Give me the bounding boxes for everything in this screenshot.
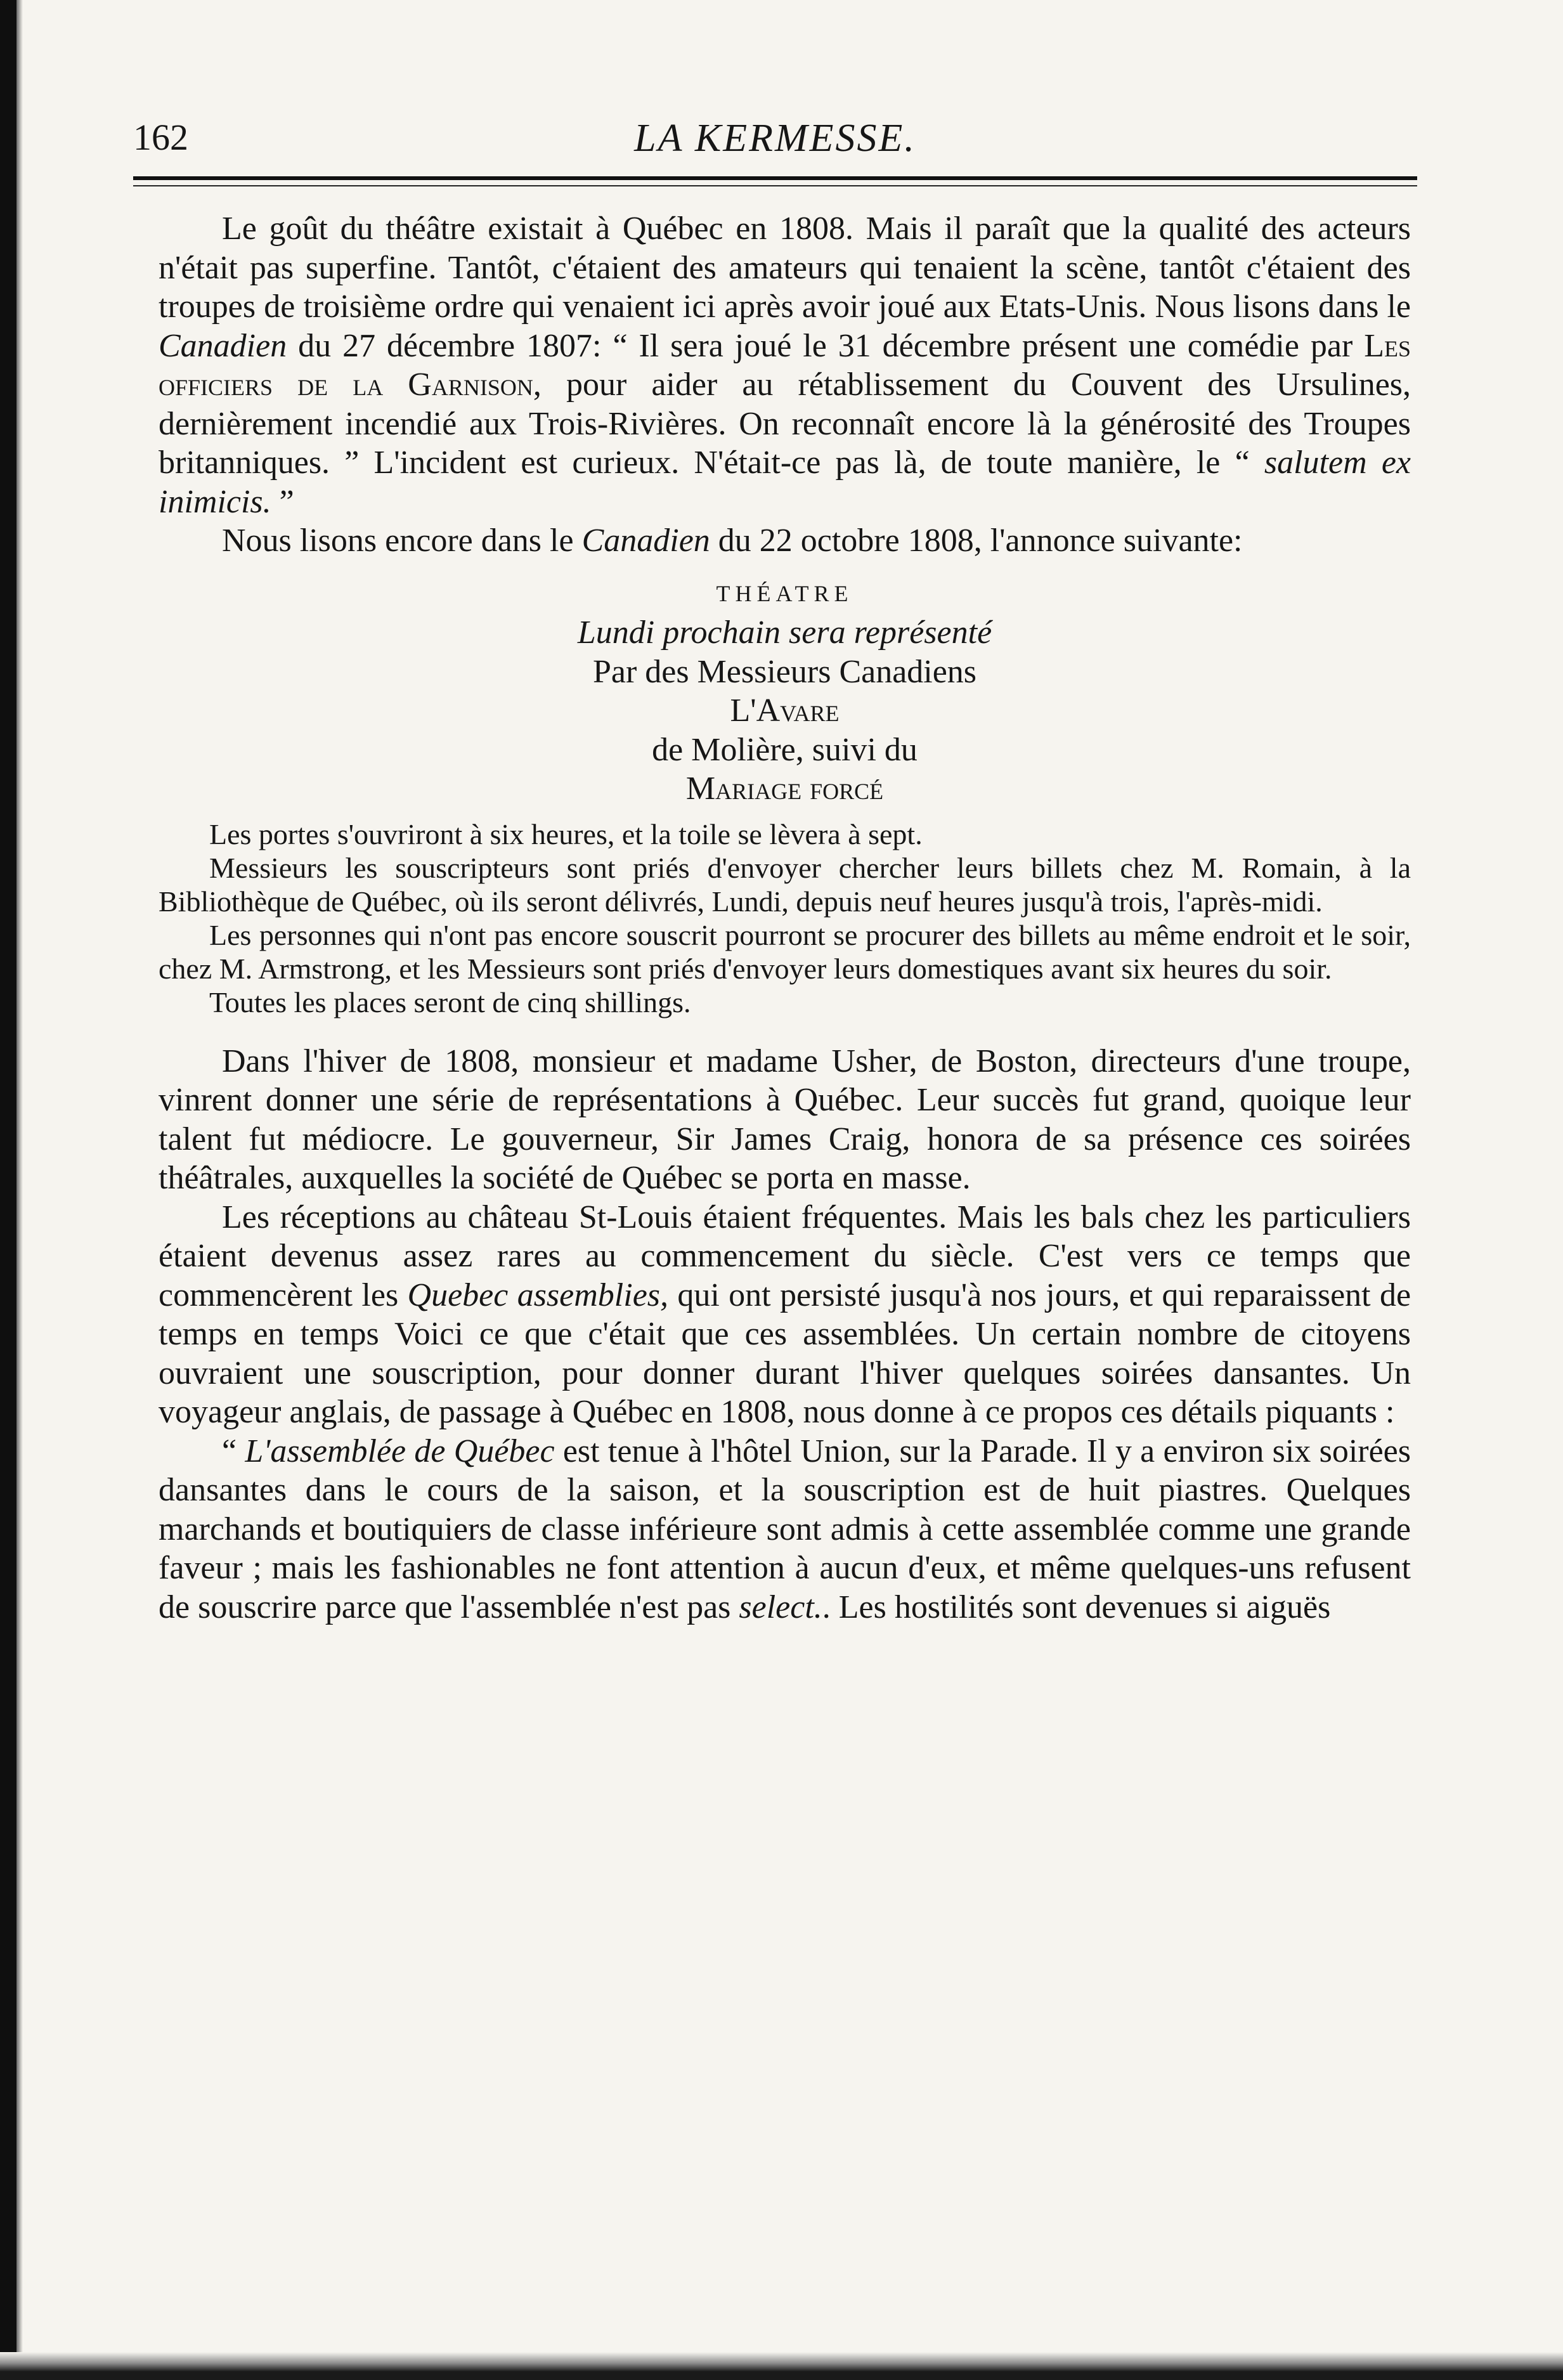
page-binding-shadow bbox=[0, 0, 16, 2380]
text-segment: du 22 octobre 1808, l'annonce suivante: bbox=[718, 523, 1243, 559]
notice-line-2: Par des Messieurs Canadiens bbox=[592, 653, 977, 690]
paragraph-usher-troupe: Dans l'hiver de 1808, monsieur et madame Usher, de Boston, directeurs d'une troupe, vinrent donner une série de représentations à Québec. Leur succès fut grand, quoique leur talent fut médiocre. Le gouverneur, Sir James Craig, honora de sa présence ces soirées théâtrales, auxquelles la société de Québec se porta en masse. bbox=[159, 1043, 1411, 1196]
text-segment: du 27 décembre 1807: “ Il sera joué le 31 décembre présent une comédie par bbox=[298, 327, 1353, 364]
assembly-name: L'assemblée de Québec bbox=[245, 1433, 555, 1469]
page-header bbox=[133, 111, 1417, 162]
opening-quote: “ bbox=[222, 1433, 237, 1469]
announcement-doors: Les portes s'ouvriront à six heures, et la toile se lèvera à sept. bbox=[209, 817, 923, 850]
text-segment: . Les hostilités sont devenues si aiguës bbox=[822, 1589, 1331, 1625]
header-rule-thin bbox=[133, 185, 1417, 186]
latin-quote: salutem ex inimicis. bbox=[159, 445, 1411, 520]
paragraph-receptions bbox=[159, 1198, 1411, 1432]
running-title: LA KERMESSE. bbox=[634, 117, 916, 160]
header-rule-thick bbox=[133, 176, 1417, 180]
closing-quote: ” bbox=[279, 483, 294, 520]
text-segment: est tenue à l'hôtel Union, sur la Parade. Il y a environ six soirées dansantes dans le cours de la saison, et la souscription est de huit piastres. Quelques marchands et boutiquiers de classe inférieure sont admis à cette assemblée comme une grande faveur ; mais les fashionables ne font attention à aucun d'eux, et même quelques-uns refusent de souscrire parce que l'assemblée n'est pas bbox=[159, 1433, 1411, 1625]
paragraph-announcement-intro bbox=[159, 521, 1411, 561]
page-body bbox=[159, 209, 1411, 1627]
notice-heading: THÉATRE bbox=[716, 580, 853, 606]
newspaper-title: Canadien bbox=[159, 327, 287, 364]
text-segment: qui ont persisté jusqu'à nos jours, et qui reparaissent de temps en temps Voici ce que c'était que ces assemblées. Un certain nombre de citoyens ouvraient une souscription, pour donner durant l'hiver quelques soirées dansantes. Un voyageur anglais, de passage à Québec en 1808, nous donne à ce propos ces détails piquants : bbox=[159, 1277, 1411, 1430]
notice-play-2: Mariage forcé bbox=[685, 771, 884, 807]
text-segment: pour aider au rétablissement du Couvent des Ursulines, dernièrement incendié aux Trois-Rivières. On reconnaît encore là la générosité des Troupes britanniques. ” L'incident est curieux. N'était-ce pas là, de toute manière, le “ bbox=[159, 367, 1411, 481]
announcement-subscribers: Messieurs les souscripteurs sont priés d'envoyer chercher leurs billets chez M. Romain, à la Bibliothèque de Québec, où ils seront délivrés, Lundi, depuis neuf heures jusqu'à trois, l'après-midi. bbox=[159, 851, 1411, 918]
paragraph-assembly-quote bbox=[159, 1432, 1411, 1627]
quebec-assemblies: Quebec assemblies, bbox=[407, 1277, 669, 1313]
page-number: 162 bbox=[133, 117, 188, 158]
announcement-non-subscribers: Les personnes qui n'ont pas encore souscrit pourront se procurer des billets au même endroit et le soir, chez M. Armstrong, et les Messieurs sont priés d'envoyer leurs domestiques avant six heures du soir. bbox=[159, 918, 1411, 985]
paragraph-theatre-1808 bbox=[159, 209, 1411, 521]
officers-smallcaps: Les officiers de la Garnison, bbox=[159, 327, 1411, 403]
announcement-block bbox=[159, 817, 1411, 1019]
page-binding-gradient bbox=[16, 0, 23, 2380]
theatre-notice bbox=[159, 575, 1411, 809]
notice-play-1: L'Avare bbox=[730, 693, 840, 729]
page-bottom-shadow bbox=[0, 2352, 1563, 2380]
text-segment: Les réceptions au château St-Louis étaient fréquentes. Mais les bals chez les particuliers étaient devenus assez rares au commencement du siècle. C'est vers ce temps que commencèrent les bbox=[159, 1199, 1411, 1313]
announcement-price: Toutes les places seront de cinq shillings. bbox=[209, 985, 691, 1018]
newspaper-title: Canadien bbox=[581, 523, 710, 559]
select-word: select. bbox=[739, 1589, 822, 1625]
notice-line-3: de Molière, suivi du bbox=[652, 731, 918, 768]
text-segment: Nous lisons encore dans le bbox=[222, 523, 574, 559]
notice-line-1: Lundi prochain sera représenté bbox=[577, 615, 992, 651]
text-segment: Le goût du théâtre existait à Québec en 1808. Mais il paraît que la qualité des acteurs n'était pas superfine. Tantôt, c'étaient des amateurs qui tenaient la scène, tantôt c'étaient des troupes de troisième ordre qui venaient ici après avoir joué aux Etats-Unis. Nous lisons dans le bbox=[159, 211, 1411, 325]
